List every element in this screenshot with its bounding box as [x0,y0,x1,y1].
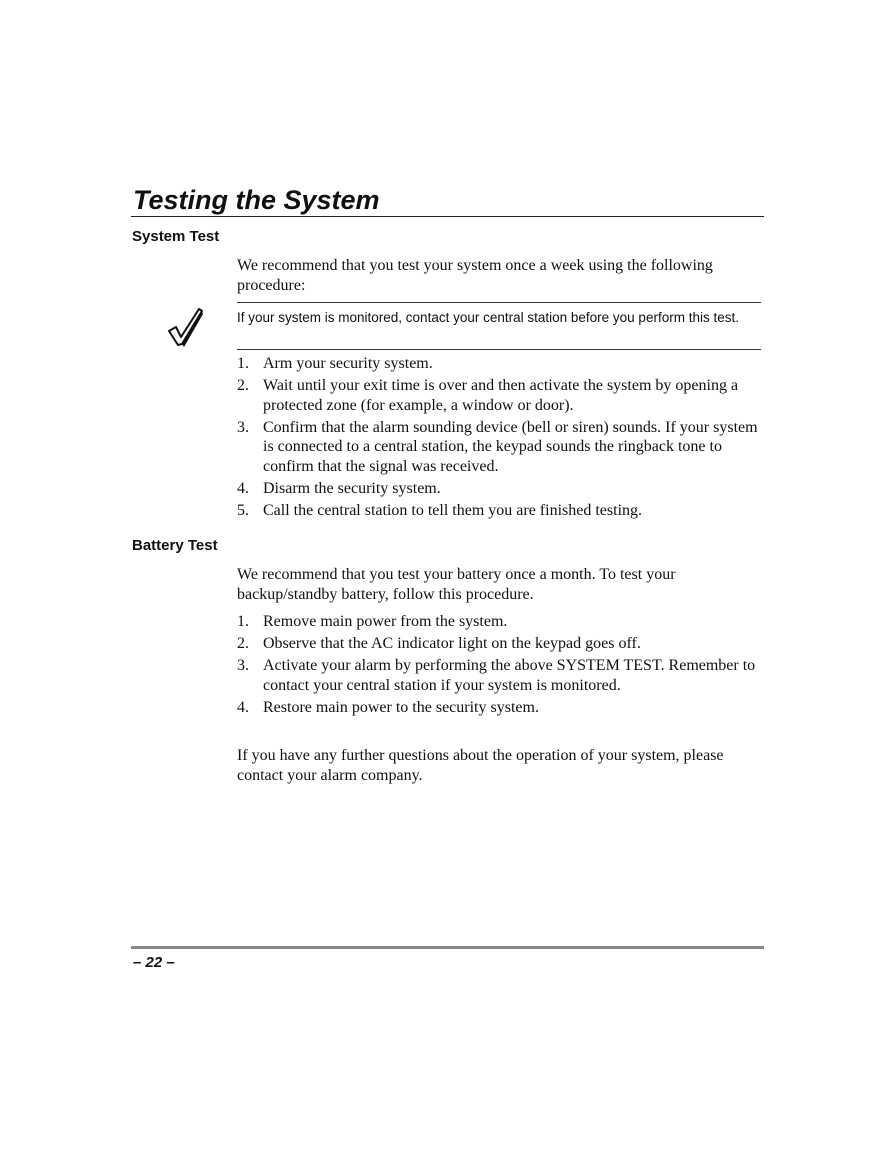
footer-rule [131,946,764,949]
step-text: Activate your alarm by performing the above SYSTEM TEST. Remember to contact your central station if your system is monitored. [263,657,756,694]
note-top-rule [237,302,761,303]
list-item [237,501,762,521]
step-text: Restore main power to the security system. [263,698,539,716]
step-text: Call the central station to tell them you are finished testing. [263,501,643,519]
list-item [237,634,762,654]
list-item [237,376,762,415]
system-test-intro: We recommend that you test your system once a week using the following procedure: [237,257,713,294]
step-number: 2. [237,377,249,394]
step-text: Remove main power from the system. [263,613,508,630]
checkmark-icon [166,304,204,348]
page-number: – 22 – [133,954,175,971]
list-item [237,479,762,499]
title-rule [131,216,764,217]
step-text: Confirm that the alarm sounding device (bell or siren) sounds. If your system is connected to a central station, the keypad sounds the ringback tone to confirm that the signal was received. [263,418,758,475]
closing-paragraph: If you have any further questions about the operation of your system, please contact your alarm company. [237,747,724,784]
battery-test-intro: We recommend that you test your battery once a month. To test your backup/standby battery, follow this procedure. [237,566,676,603]
list-item [237,612,762,632]
step-number: 2. [237,635,249,652]
system-test-heading: System Test [132,228,220,245]
step-number: 1. [237,613,249,630]
step-number: 4. [237,698,249,716]
list-item [237,656,762,695]
step-text: Wait until your exit time is over and then activate the system by opening a protected zone (for example, a window or door). [263,377,739,414]
step-text: Observe that the AC indicator light on the keypad goes off. [263,635,641,652]
note-bottom-rule [237,349,761,350]
battery-test-heading: Battery Test [132,537,218,554]
step-number: 4. [237,479,249,497]
page-title: Testing the System [133,185,380,215]
monitoring-note: If your system is monitored, contact your central station before you perform this test. [237,310,739,325]
system-test-steps [237,354,762,523]
step-number: 5. [237,501,249,519]
list-item [237,418,762,477]
list-item [237,354,762,374]
battery-test-steps [237,612,762,720]
step-text: Arm your security system. [263,355,433,372]
step-number: 1. [237,355,249,372]
list-item [237,698,762,718]
step-number: 3. [237,657,249,674]
step-text: Disarm the security system. [263,479,441,497]
step-number: 3. [237,418,249,436]
